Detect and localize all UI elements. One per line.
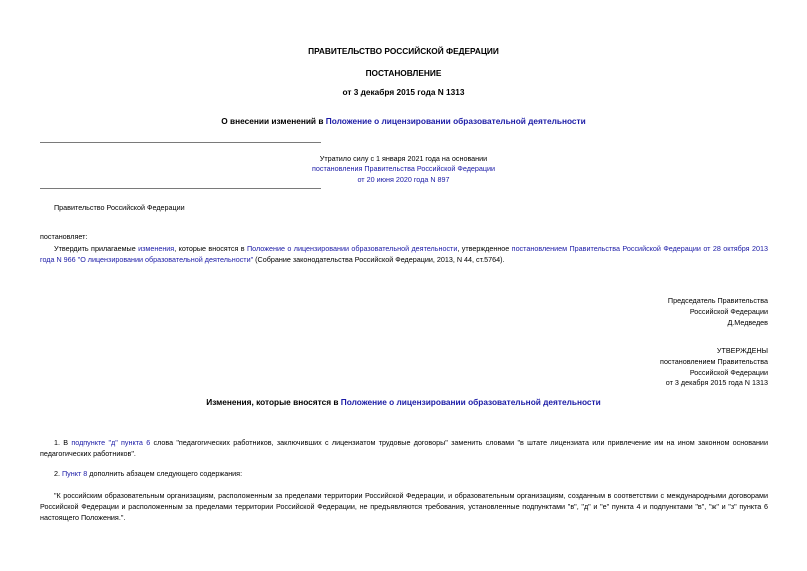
decrees-word: постановляет: — [40, 232, 88, 241]
paragraph-8-link[interactable]: Пункт 8 — [62, 469, 88, 478]
document-title-prefix: О внесении изменений в — [221, 116, 326, 126]
signature-position: Председатель Правительства — [667, 296, 768, 305]
changes-link[interactable]: изменения — [138, 244, 175, 253]
document-type: ПОСТАНОВЛЕНИЕ — [365, 68, 442, 78]
change-item-2 — [54, 470, 242, 479]
document-date-number: от 3 декабря 2015 года N 1313 — [342, 87, 465, 97]
decree-966-link[interactable]: постановлением Правительства Российской Федерации от 28 октября 2013 года N 966 "О лицензировании образовательной деятельности" — [40, 244, 768, 265]
divider-top — [40, 142, 321, 143]
change-item-1-text: слова "педагогических работников, заключивших с лицензиатом трудовые договоры" заменить словами "в штате лицензиата или привлечение им на ином законном основании педагогических работников". — [40, 438, 768, 459]
subparagraph-d-link[interactable]: подпункте "д" пункта 6 — [71, 438, 151, 447]
changes-regulation-link[interactable]: Положение о лицензировании образовательной деятельности — [340, 397, 601, 407]
paragraph-approve — [40, 243, 768, 265]
status-note-line: Утратило силу с 1 января 2021 года на основании — [319, 154, 488, 163]
approved-by: постановлением Правительства — [660, 356, 768, 366]
change-item-2-text: дополнить абзацем следующего содержания: — [87, 469, 243, 478]
approved-heading: УТВЕРЖДЕНЫ — [716, 346, 768, 355]
signature-name: Д.Медведев — [727, 317, 768, 327]
paragraph-approve-text-d: (Собрание законодательства Российской Федерации, 2013, N 44, ст.5764). — [253, 255, 505, 265]
paragraph-approve-text-a: Утвердить прилагаемые — [54, 244, 139, 253]
change-item-1 — [40, 437, 768, 459]
change-item-2-num: 2. — [54, 469, 62, 478]
changes-title — [0, 398, 807, 408]
repeal-decree-date-link[interactable]: от 20 июня 2020 года N 897 — [357, 174, 450, 184]
repeal-decree-link[interactable]: постановления Правительства Российской Федерации — [311, 164, 496, 174]
signature-country: Российской Федерации — [689, 306, 768, 316]
divider-bottom — [40, 188, 321, 189]
intro-text: Правительство Российской Федерации — [54, 203, 185, 212]
approved-block — [500, 346, 768, 389]
signature-block — [500, 296, 768, 328]
regulation-link-body[interactable]: Положение о лицензировании образовательной деятельности — [246, 244, 458, 253]
status-note — [260, 154, 547, 185]
document-title — [0, 117, 807, 127]
quoted-paragraph: "К российским образовательным организациям, расположенным за пределами территории Российской Федерации, и образовательным организациям, созданным в соответствии с международными договорами Российской Федерации и расположенным за пределами территории Российской Федерации, не предъявляются требования, установленные подпунктами "в", "д" и "е" пункта 4 и подпунктами "в", "ж" и "з" пункта 6 настоящего Положения.". — [40, 491, 768, 523]
paragraph-approve-text-c: , утвержденное — [457, 244, 512, 253]
changes-title-prefix: Изменения, которые вносятся в — [206, 397, 341, 407]
paragraph-approve-text-b: , которые вносятся в — [174, 244, 247, 253]
government-heading: ПРАВИТЕЛЬСТВО РОССИЙСКОЙ ФЕДЕРАЦИИ — [308, 46, 499, 56]
change-item-1-num: 1. В — [54, 438, 72, 447]
approved-country: Российской Федерации — [689, 367, 768, 377]
regulation-link[interactable]: Положение о лицензировании образовательной деятельности — [325, 116, 586, 126]
approved-date: от 3 декабря 2015 года N 1313 — [665, 378, 768, 388]
